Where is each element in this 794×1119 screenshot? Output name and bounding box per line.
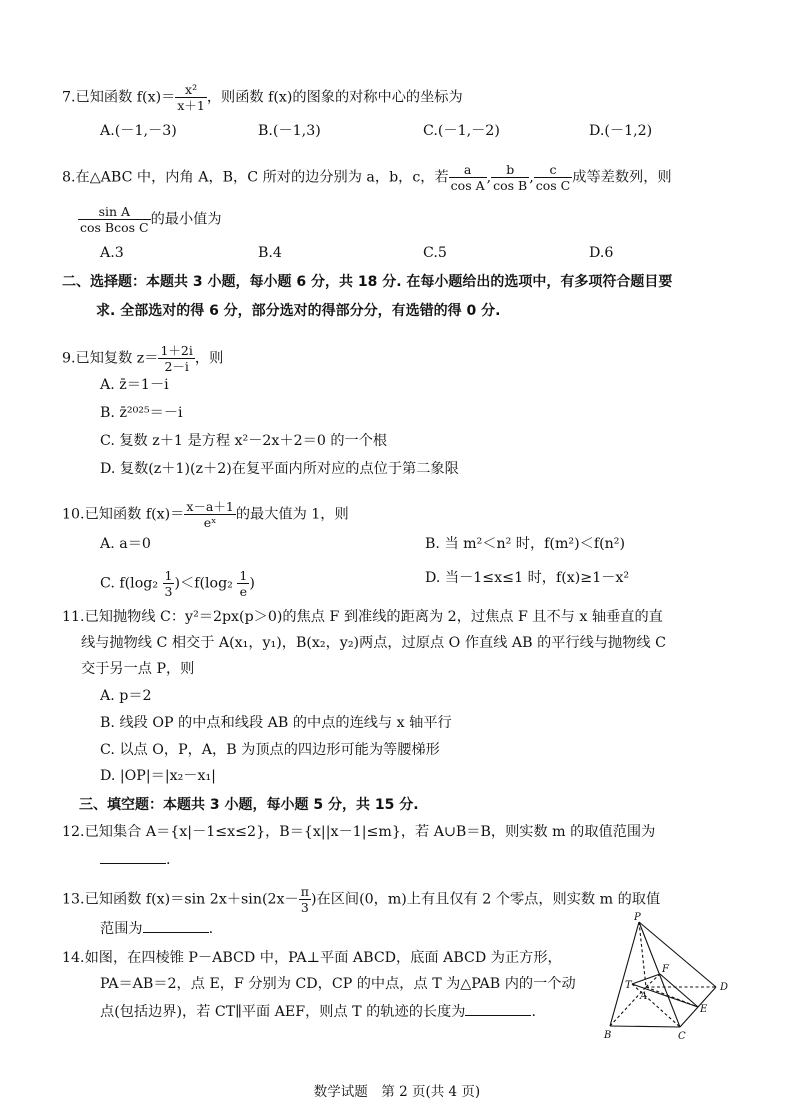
q7-option-a: A.(－1,－3): [100, 123, 177, 139]
label-T: T: [625, 980, 632, 991]
q13-stem-a: 13.已知函数 f(x)＝sin 2x＋sin: [62, 891, 262, 908]
q8-stem-b: 成等差数列，则: [572, 169, 672, 186]
q14-stem-line2: PA＝AB＝2，点 E，F 分别为 CD，CP 的中点，点 T 为△PAB 内的一个动: [100, 976, 576, 992]
q10-c-c: )＜f: [174, 575, 200, 592]
q10-option-d: D. 当－1≤x≤1 时，f(x)≥1－x²: [425, 570, 630, 586]
q10-c-e: ): [249, 575, 255, 592]
q9-frac-den: 2－i: [164, 359, 189, 374]
q8-f4-den: cos Bcos C: [80, 220, 149, 235]
q10-stem-b: 的最大值为 1，则: [235, 506, 349, 523]
q7-frac-num: x²: [175, 82, 207, 98]
label-E: E: [700, 1004, 708, 1015]
label-F: F: [662, 964, 669, 975]
section-3-heading: 三、填空题：本题共 3 小题，每小题 5 分，共 15 分.: [79, 797, 419, 813]
q13-frac-den: 3: [300, 900, 309, 915]
q10-c-frac2: [237, 568, 249, 599]
q11-stem-line1: 11.已知抛物线 C：y²＝2px(p＞0)的焦点 F 到准线的距离为 2，过焦点 F 且不与 x 轴垂直的直: [62, 609, 663, 625]
q8-f1-den: cos A: [450, 178, 485, 193]
q12-answer-line: [100, 849, 171, 870]
q7-option-c: C.(－1,－2): [423, 123, 500, 139]
label-C: C: [678, 1031, 686, 1042]
q10-frac-den: eˣ: [203, 515, 217, 530]
q8-stem-line2: [78, 204, 222, 235]
q7-fraction: [175, 82, 207, 113]
q10-option-b: B. 当 m²＜n² 时，f(m²)＜f(n²): [425, 536, 625, 552]
q10-c-frac1: [163, 568, 175, 599]
q8-f3-num: c: [534, 162, 572, 178]
q11-option-b: B. 线段 OP 的中点和线段 AB 的中点的连线与 x 轴平行: [100, 715, 452, 731]
q11-stem-line2: 线与抛物线 C 相交于 A(x₁，y₁)，B(x₂，y₂)两点，过原点 O 作直线 AB 的平行线与抛物线 C: [81, 635, 666, 651]
q10-c-f1n: 1: [164, 568, 173, 583]
q10-c-d: (log₂: [199, 575, 233, 592]
q8-f4-num: sin A: [78, 204, 151, 220]
q7-stem-b: ，则函数 f(x)的图象的对称中心的坐标为: [206, 89, 463, 106]
q8-frac-3: [534, 162, 572, 193]
q8-f1-num: a: [449, 162, 487, 178]
q10-c-f2n: 1: [239, 568, 248, 583]
q11-option-c: C. 以点 O，P，A，B 为顶点的四边形可能为等腰梯形: [100, 742, 440, 758]
q10-frac-num: x－a＋1: [186, 499, 234, 514]
q8-stem-c: 的最小值为: [150, 211, 222, 228]
q7-option-b: B.(－1,3): [258, 123, 321, 139]
q10-c-a: C. f: [100, 575, 125, 592]
q13-line2-text: 范围为: [100, 921, 143, 937]
edge-PB: [610, 922, 639, 1026]
q13-end: .: [208, 921, 214, 937]
q14-blank[interactable]: [465, 1001, 531, 1016]
q13-stem: [62, 884, 660, 915]
q8-f2-den: cos B: [493, 178, 528, 193]
q9-option-a: A. z̄＝1－i: [100, 377, 169, 393]
label-B: B: [604, 1030, 612, 1041]
q14-end: .: [531, 1004, 536, 1020]
q12-blank[interactable]: [100, 849, 166, 864]
q9-option-d: D. 复数(z＋1)(z＋2)在复平面内所对应的点位于第二象限: [100, 461, 459, 477]
q13-stem-b: (2x－: [261, 891, 299, 908]
q8-f2-num: b: [491, 162, 529, 178]
q9-fraction: [158, 343, 194, 374]
q10-stem-a: 10.已知函数 f(x)＝: [62, 506, 185, 523]
q13-fraction: [299, 884, 311, 915]
q10-c-f1d: 3: [164, 584, 173, 599]
label-P: P: [634, 912, 641, 923]
q8-stem-a: 8.在△ABC 中，内角 A，B，C 所对的边分别为 a，b，c，若: [62, 169, 449, 186]
q7-stem: [62, 82, 463, 113]
q8-option-c: C.5: [423, 245, 447, 261]
q11-stem-line3: 交于另一点 P，则: [81, 661, 195, 677]
edge-BC: [610, 1026, 680, 1027]
q10-c-f2d: e: [239, 584, 248, 599]
pyramid-figure: [596, 912, 746, 1044]
q9-option-c: C. 复数 z＋1 是方程 x²－2x＋2＝0 的一个根: [100, 433, 388, 449]
page-footer: 数学试题 第 2 页(共 4 页): [313, 1084, 481, 1100]
q11-option-d: D. |OP|＝|x₂－x₁|: [100, 768, 216, 784]
label-A: A: [640, 991, 648, 1002]
q8-option-a: A.3: [100, 245, 124, 261]
q8-option-b: B.4: [258, 245, 282, 261]
q8-frac-1: [449, 162, 487, 193]
q14-stem-line3: [100, 1001, 536, 1022]
q7-frac-den: x＋1: [177, 98, 205, 113]
section-2-heading-line2: 求. 全部选对的得 6 分，部分选对的得部分分，有选错的得 0 分.: [96, 303, 501, 319]
q13-frac-num: π: [300, 884, 309, 899]
q8-f3-den: cos C: [535, 178, 571, 193]
section-2-heading: 二、选择题：本题共 3 小题，每小题 6 分，共 18 分. 在每小题给出的选项中，有多项符合题目要: [62, 274, 673, 290]
label-D: D: [720, 982, 729, 993]
q14-line3-text: 点(包括边界)，若 CT∥平面 AEF，则点 T 的轨迹的长度为: [100, 1004, 466, 1020]
q13-stem-line2: [100, 918, 213, 939]
q11-option-a: A. p＝2: [100, 688, 152, 704]
q8-option-d: D.6: [589, 245, 614, 261]
q9-stem-a: 9.已知复数 z＝: [62, 350, 159, 367]
q10-option-a: A. a＝0: [100, 536, 151, 552]
q10-c-b: (log₂: [124, 575, 159, 592]
q8-frac-4: [78, 204, 151, 235]
q10-stem: [62, 499, 349, 530]
q8-frac-2: [491, 162, 529, 193]
q10-option-c: [100, 568, 255, 599]
q7-stem-a: 7.已知函数 f(x)＝: [62, 89, 176, 106]
q9-stem: [62, 343, 223, 374]
q14-stem-line1: 14.如图，在四棱锥 P－ABCD 中，PA⊥平面 ABCD，底面 ABCD 为正方形，: [62, 950, 562, 966]
q9-option-b: B. z̄²⁰²⁵＝－i: [100, 405, 183, 421]
q13-blank[interactable]: [143, 918, 209, 933]
q10-fraction: [184, 499, 235, 530]
q12-end: .: [166, 852, 171, 868]
q9-frac-num: 1＋2i: [160, 343, 193, 358]
q7-option-d: D.(－1,2): [589, 123, 653, 139]
q8-stem: 8.在△ABC 中，内角 A，B，C 所对的边分别为 a，b，c，若 $\frac{a}{\text{cos A}}$ , $\frac{b}{\text{cos B}}$ , $\frac{c}{\text{cos C}}$ 成等差数列，则: [62, 162, 672, 193]
q12-stem: 12.已知集合 A＝{x|－1≤x≤2}，B＝{x||x－1|≤m}，若 A∪B＝B，则实数 m 的取值范围为: [62, 824, 656, 840]
q9-stem-b: ，则: [194, 350, 224, 367]
q13-stem-c: )在区间(0，m)上有且仅有 2 个零点，则实数 m 的取值: [310, 891, 661, 908]
